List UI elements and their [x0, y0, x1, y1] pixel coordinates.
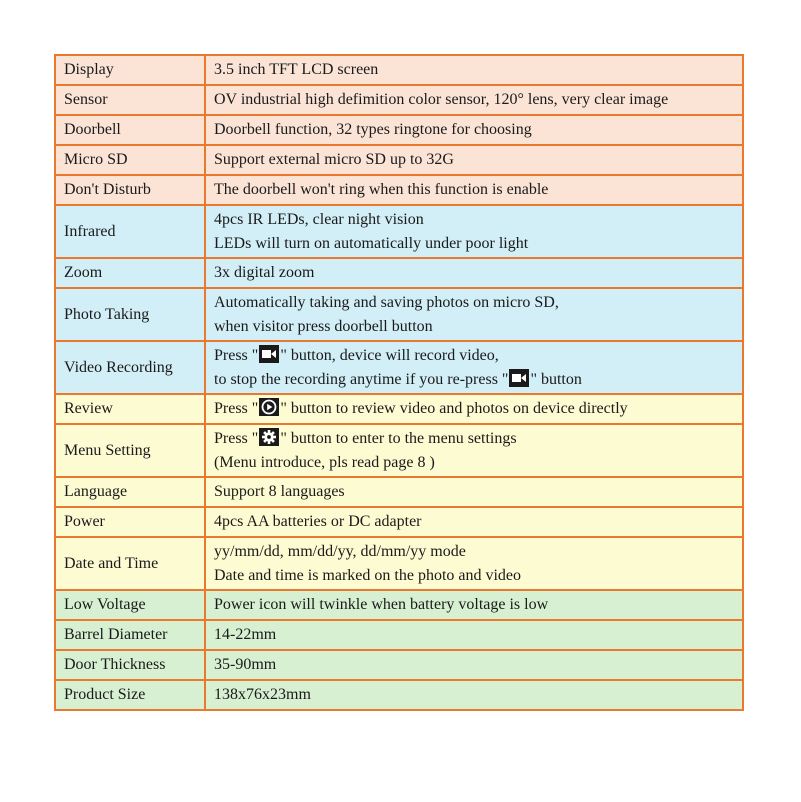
text-segment: " button to review video and photos on device directly [280, 400, 628, 417]
table-row [55, 115, 743, 145]
spec-label: Doorbell [55, 115, 205, 145]
spec-value: 4pcs AA batteries or DC adapter [205, 507, 743, 537]
spec-label: Low Voltage [55, 590, 205, 620]
text-segment: Press " [214, 400, 259, 417]
spec-value: Support external micro SD up to 32G [205, 145, 743, 175]
spec-value-line: Date and time is marked on the photo and video [214, 566, 522, 584]
table-row [55, 85, 743, 115]
spec-label: Barrel Diameter [55, 620, 205, 650]
spec-value: 3.5 inch TFT LCD screen [205, 55, 743, 85]
spec-label: Sensor [55, 85, 205, 115]
spec-value [205, 205, 743, 258]
spec-label: Zoom [55, 258, 205, 288]
table-row [55, 590, 743, 620]
spec-value-line: Automatically taking and saving photos on micro SD, [214, 293, 559, 311]
gear-icon [259, 428, 279, 446]
text-segment: to stop the recording anytime if you re-press " [214, 370, 509, 388]
spec-value-line [214, 368, 734, 392]
table-row [55, 205, 743, 258]
spec-label: Don't Disturb [55, 175, 205, 205]
spec-label: Infrared [55, 205, 205, 258]
spec-label: Product Size [55, 680, 205, 710]
spec-value-line [214, 344, 734, 368]
spec-value: The doorbell won't ring when this function is enable [205, 175, 743, 205]
text-segment: " button, device will record video, [280, 346, 499, 364]
table-row [55, 288, 743, 341]
spec-value: Doorbell function, 32 types ringtone for choosing [205, 115, 743, 145]
spec-value [205, 341, 743, 394]
text-segment: " button to enter to the menu settings [280, 429, 517, 447]
table-row [55, 341, 743, 394]
spec-label: Micro SD [55, 145, 205, 175]
table-row [55, 55, 743, 85]
spec-value: 14-22mm [205, 620, 743, 650]
play-circle-icon [259, 398, 279, 416]
text-segment: " button [530, 370, 582, 388]
spec-value: 35-90mm [205, 650, 743, 680]
table-row [55, 650, 743, 680]
text-segment: Press " [214, 429, 259, 447]
spec-value [205, 424, 743, 477]
video-camera-icon [259, 345, 279, 363]
spec-value-line [214, 427, 734, 451]
text-segment: Press " [214, 346, 259, 364]
table-row [55, 477, 743, 507]
table-row [55, 258, 743, 288]
spec-value [205, 288, 743, 341]
spec-label: Video Recording [55, 341, 205, 394]
table-row [55, 394, 743, 424]
spec-value-line: LEDs will turn on automatically under poor light [214, 234, 529, 252]
spec-label: Language [55, 477, 205, 507]
spec-label: Date and Time [55, 537, 205, 590]
spec-value: 3x digital zoom [205, 258, 743, 288]
spec-value-line: 4pcs IR LEDs, clear night vision [214, 210, 424, 228]
video-camera-icon [509, 369, 529, 387]
spec-label: Power [55, 507, 205, 537]
spec-value-line: (Menu introduce, pls read page 8 ) [214, 453, 435, 471]
spec-label: Display [55, 55, 205, 85]
spec-value [205, 537, 743, 590]
table-row [55, 145, 743, 175]
spec-value-line: yy/mm/dd, mm/dd/yy, dd/mm/yy mode [214, 542, 466, 560]
spec-label: Review [55, 394, 205, 424]
spec-value: OV industrial high defimition color sensor, 120° lens, very clear image [205, 85, 743, 115]
spec-label: Photo Taking [55, 288, 205, 341]
table-row [55, 424, 743, 477]
table-row [55, 507, 743, 537]
spec-value: Power icon will twinkle when battery voltage is low [205, 590, 743, 620]
spec-value: Support 8 languages [205, 477, 743, 507]
table-row [55, 175, 743, 205]
table-row [55, 680, 743, 710]
table-row [55, 537, 743, 590]
spec-table [54, 54, 744, 711]
spec-label: Door Thickness [55, 650, 205, 680]
table-row [55, 620, 743, 650]
spec-value: 138x76x23mm [205, 680, 743, 710]
spec-value-line: when visitor press doorbell button [214, 317, 433, 335]
spec-label: Menu Setting [55, 424, 205, 477]
spec-value [205, 394, 743, 424]
